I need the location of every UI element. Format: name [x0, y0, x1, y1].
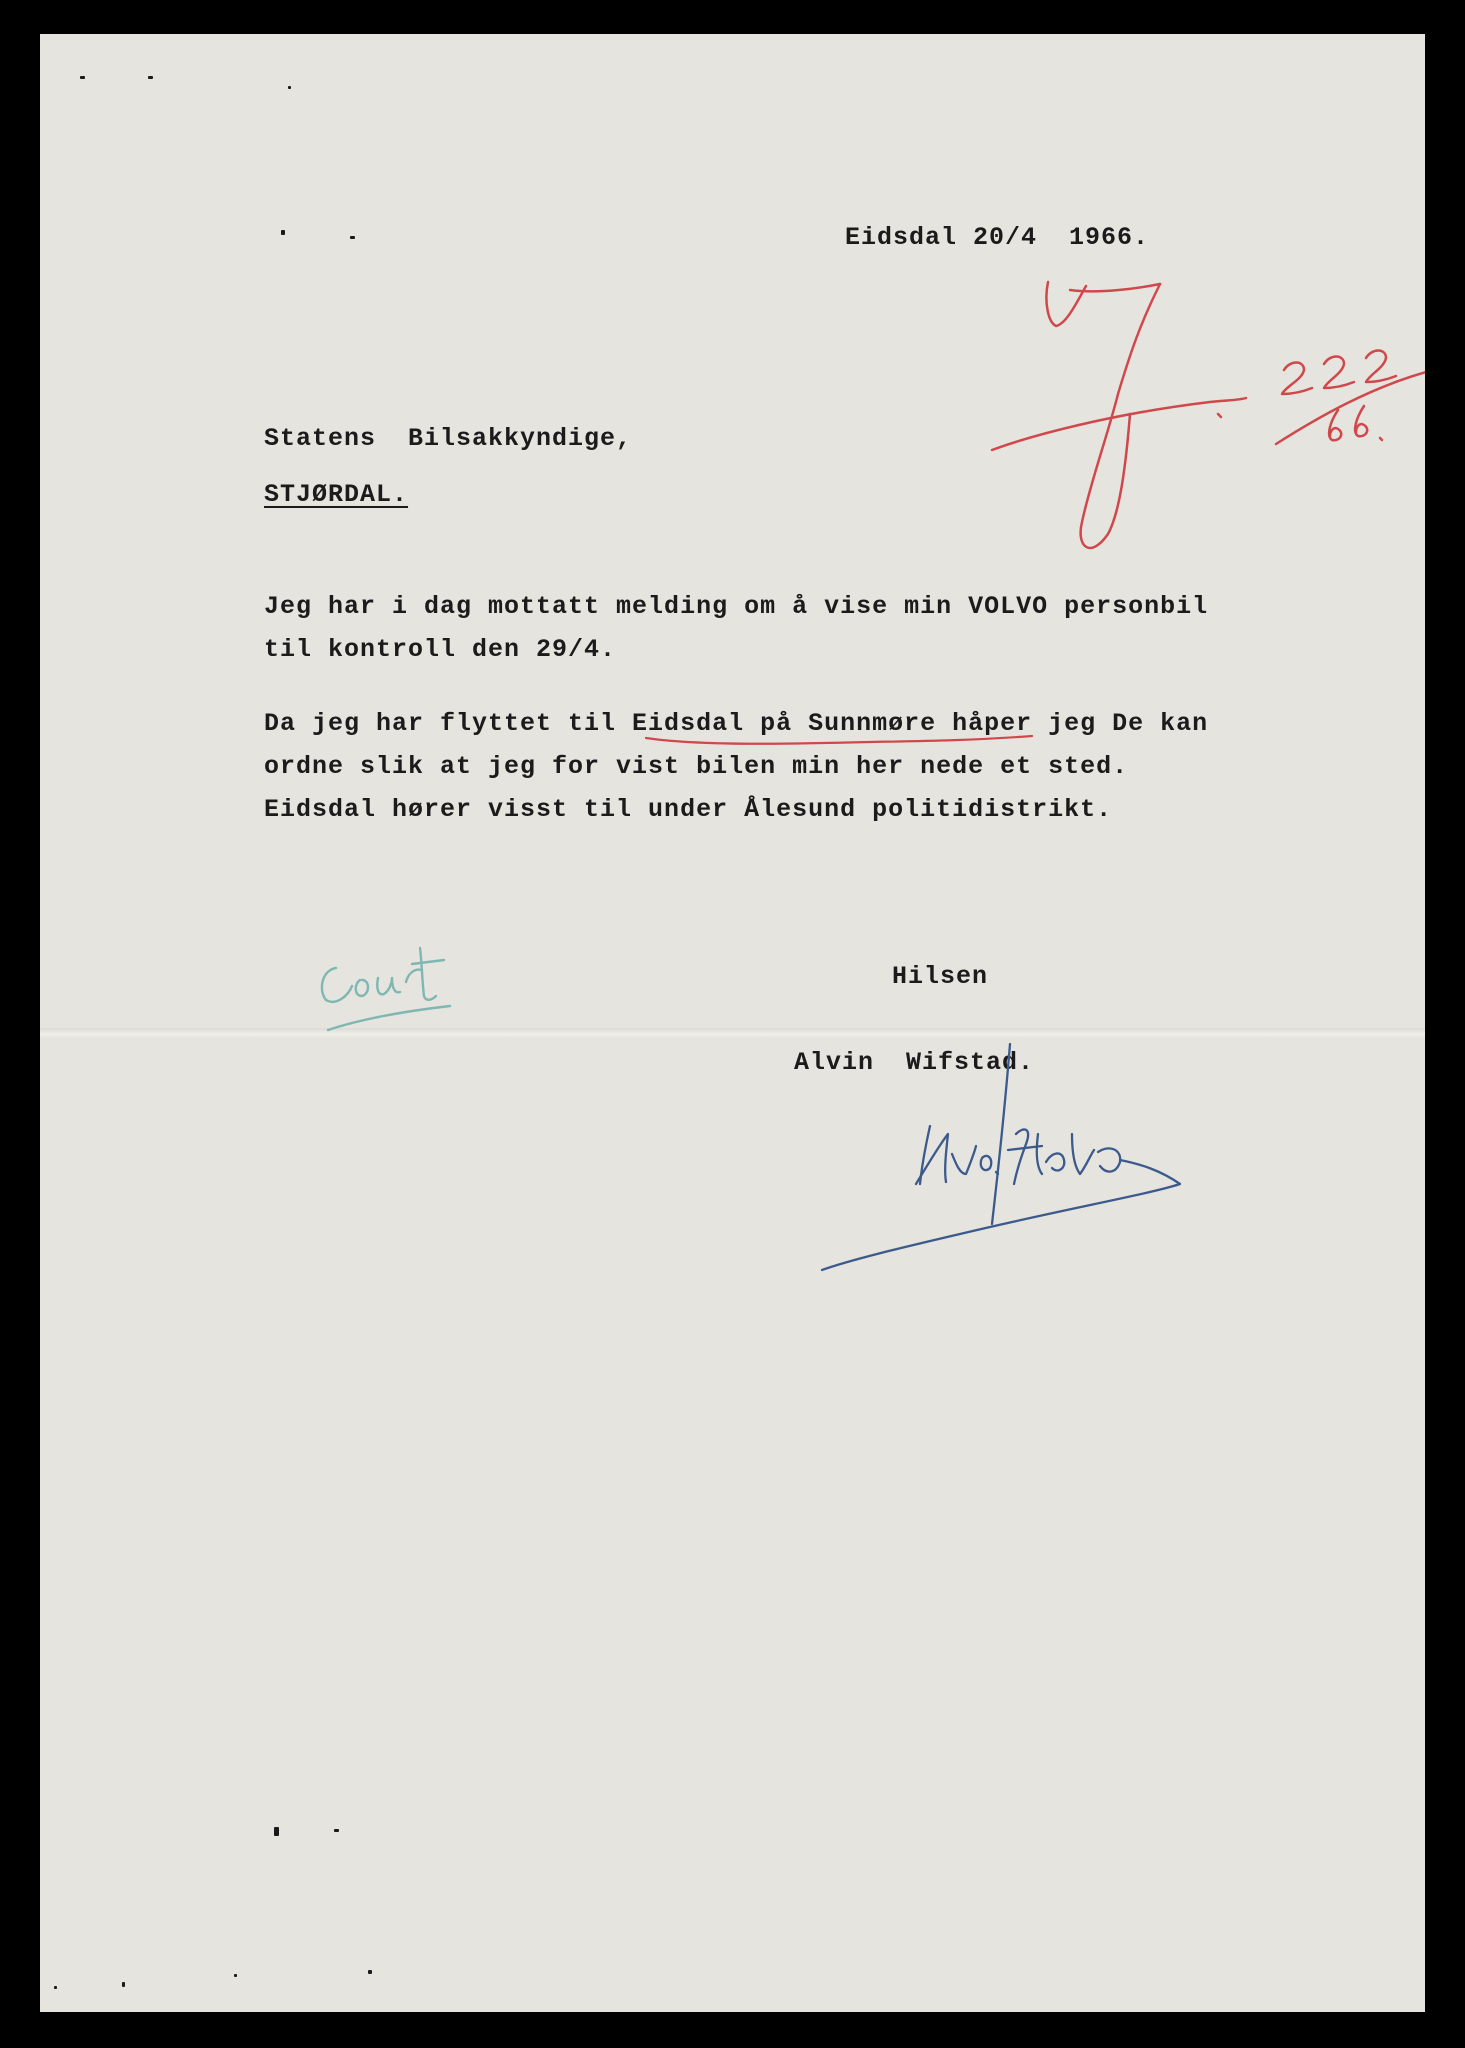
paragraph-1	[264, 585, 1208, 671]
teal-pencil-note	[308, 934, 478, 1044]
paragraph-2-line: ordne slik at jeg for vist bilen min her nede et sted.	[264, 752, 1129, 781]
speck	[288, 86, 291, 89]
closing: Hilsen	[892, 962, 989, 991]
speck	[368, 1970, 372, 1974]
speck	[54, 1986, 57, 1989]
speck	[234, 1974, 237, 1977]
place-date: Eidsdal 20/4 1966.	[845, 223, 1150, 252]
paragraph-2-line: Eidsdal hører visst til under Ålesund politidistrikt.	[264, 795, 1113, 824]
speck	[274, 1827, 279, 1836]
paragraph-1-line: til kontroll den 29/4.	[264, 635, 617, 664]
handwritten-signature	[780, 1034, 1200, 1284]
paragraph-2	[264, 702, 1208, 831]
typed-signature: Alvin Wifstad.	[794, 1048, 1035, 1077]
red-underline-mark	[640, 724, 1040, 754]
speck	[350, 236, 355, 239]
speck	[281, 230, 285, 235]
speck	[80, 76, 85, 79]
paragraph-1-line: Jeg har i dag mottatt melding om å vise min VOLVO personbil	[264, 592, 1209, 621]
speck	[334, 1829, 339, 1832]
paper-fold	[40, 1028, 1425, 1038]
recipient-line-1: Statens Bilsakkyndige,	[264, 424, 633, 453]
speck	[148, 76, 153, 79]
red-journal-annotation	[990, 264, 1425, 584]
recipient-line-2: STJØRDAL.	[264, 480, 409, 509]
paragraph-2-line: Da jeg har flyttet til Eidsdal på Sunnmøre håper jeg De kan	[264, 709, 1209, 738]
speck	[122, 1982, 125, 1987]
letter-page	[40, 34, 1425, 2012]
